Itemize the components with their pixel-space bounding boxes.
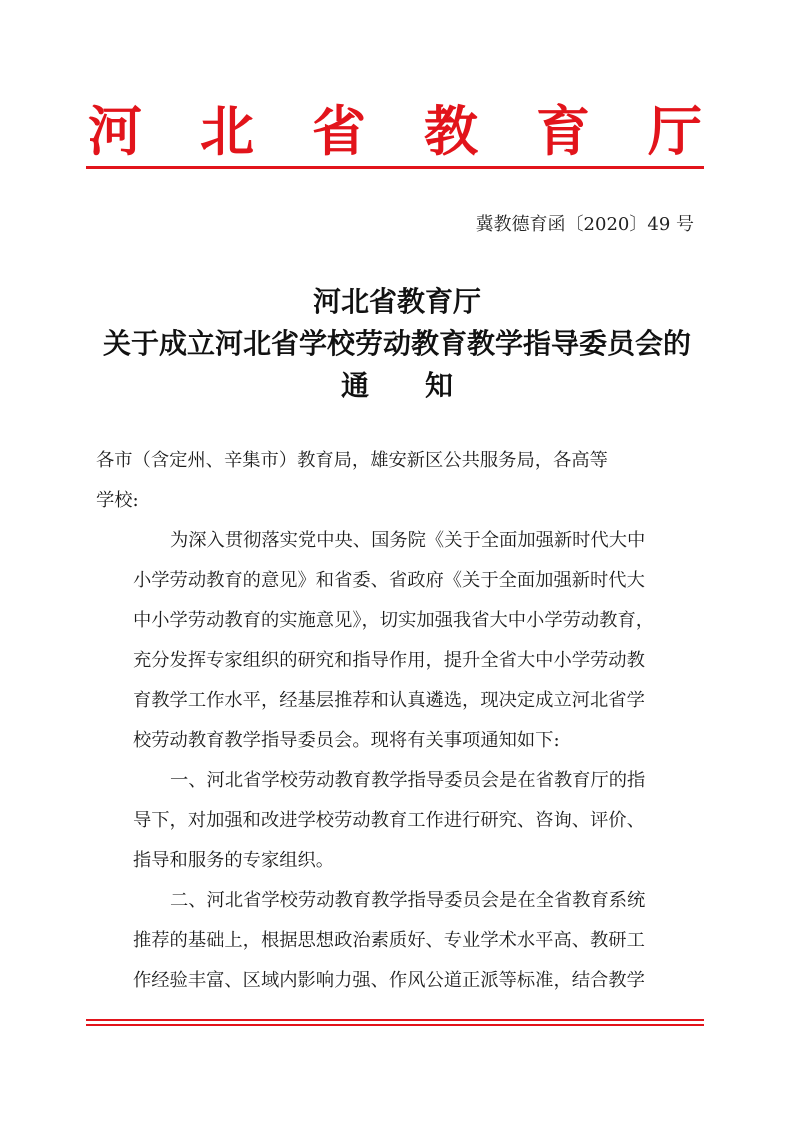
title-line-2: 关于成立河北省学校劳动教育教学指导委员会的 [102,327,691,360]
header-red-rule [86,166,704,169]
paragraph-line: 校劳动教育教学指导委员会。现将有关事项通知如下: [133,730,560,751]
footer-red-rule [86,1019,704,1021]
paragraph-line: 中小学劳动教育的实施意见》，切实加强我省大中小学劳动教育， [133,610,655,631]
issuer-char: 北 [200,98,254,163]
document-number: 冀教德育函〔2020〕49 号 [475,214,694,235]
paragraph-line: 导下，对加强和改进学校劳动教育工作进行研究、咨询、评价、 [133,810,645,831]
title-line-1: 河北省教育厅 [312,285,481,318]
paragraph-item-2 [96,881,696,1001]
paragraph-line: 为深入贯彻落实党中央、国务院《关于全面加强新时代大中 [170,530,646,551]
paragraph-line: 充分发挥专家组织的研究和指导作用，提升全省大中小学劳动教 [133,650,645,671]
paragraph-line: 推荐的基础上，根据思想政治素质好、专业学术水平高、教研工 [133,930,645,951]
paragraph-line: 小学劳动教育的意见》和省委、省政府《关于全面加强新时代大 [133,570,645,591]
issuer-char: 教 [424,98,478,163]
paragraph-intro [96,521,696,761]
salutation-line: 学校: [96,490,139,511]
issuer-char: 厅 [648,98,702,163]
title-line-3: 通 知 [340,369,453,402]
footer-red-rule-secondary [86,1024,704,1026]
paragraph-line: 育教学工作水平，经基层推荐和认真遴选，现决定成立河北省学 [133,690,645,711]
paragraph-line: 二、河北省学校劳动教育教学指导委员会是在全省教育系统 [170,890,646,911]
paragraph-line: 指导和服务的专家组织。 [133,850,335,871]
salutation-line: 各市（含定州、辛集市）教育局，雄安新区公共服务局，各高等 [96,450,608,471]
issuer-char: 河 [88,98,142,163]
paragraph-line: 一、河北省学校劳动教育教学指导委员会是在省教育厅的指 [170,770,646,791]
issuer-header [88,92,702,162]
issuer-char: 育 [536,98,590,163]
issuer-char: 省 [312,98,366,163]
salutation [96,441,696,521]
paragraph-line: 作经验丰富、区域内影响力强、作风公道正派等标准，结合教学 [133,970,645,991]
paragraph-item-1 [96,761,696,881]
